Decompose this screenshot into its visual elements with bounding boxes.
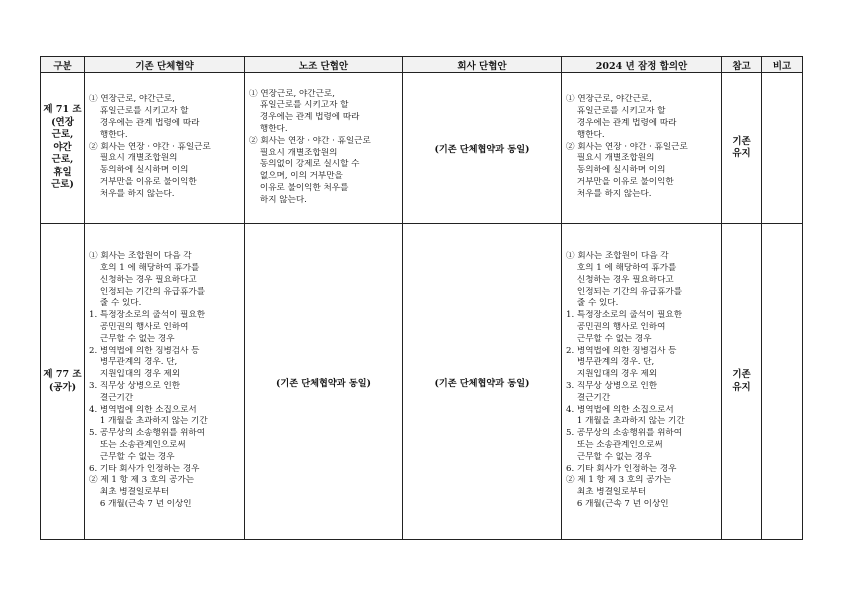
clause-line: 6 개월(근속 7 년 이상인 bbox=[89, 498, 192, 509]
clause-line: ② 회사는 연장 · 야간 · 휴일근로 bbox=[249, 135, 371, 146]
clause-line: ② 회사는 연장 · 야간 · 휴일근로 bbox=[89, 141, 211, 152]
clause-line: ① 회사는 조합원이 다음 각 bbox=[566, 251, 669, 262]
clause-line: 1 개월을 초과하지 않는 기간 bbox=[89, 416, 208, 427]
clause-line: 경우에는 관계 법령에 따라 bbox=[249, 112, 360, 123]
clause-line: 필요시 개별조합원의 bbox=[566, 153, 655, 164]
clause-text bbox=[85, 250, 244, 513]
clause-line: ① 연장근로, 야간근로, bbox=[249, 88, 335, 99]
clause-line: 필요시 개별조합원의 bbox=[89, 153, 178, 164]
clause-line: 4. 병역법에 의한 소집으로서 bbox=[566, 404, 674, 415]
clause-line: 필요시 개별조합원의 bbox=[249, 147, 338, 158]
clause-line: ① 회사는 조합원이 다음 각 bbox=[89, 251, 192, 262]
existing-agreement-cell bbox=[85, 224, 245, 540]
clause-line: 병무관계의 경우. 단, bbox=[89, 357, 178, 368]
company-proposal-cell bbox=[403, 224, 562, 540]
table-row bbox=[41, 73, 803, 224]
clause-line: 병무관계의 경우. 단, bbox=[566, 357, 655, 368]
table-row bbox=[41, 224, 803, 540]
clause-line: 경우에는 관계 법령에 따라 bbox=[566, 118, 677, 128]
agreement-comparison-table bbox=[40, 56, 803, 540]
reference-line: 기존 bbox=[732, 369, 751, 380]
reference-line: 유지 bbox=[732, 148, 751, 159]
clause-line: 3. 직무상 상병으로 인한 bbox=[89, 381, 181, 391]
clause-line: 공민권의 행사로 인하여 bbox=[566, 322, 666, 333]
clause-line: 지원입대의 경우 제외 bbox=[566, 369, 658, 380]
clause-line: ② 제 1 항 제 3 호의 공가는 bbox=[566, 475, 672, 486]
reference-line: 유지 bbox=[732, 381, 751, 393]
clause-line: 6 개월(근속 7 년 이상인 bbox=[566, 498, 669, 509]
clause-line: 휴일근로를 시키고자 할 bbox=[566, 106, 666, 117]
article-cell bbox=[41, 224, 85, 540]
same-as-existing-text: (기존 단체협약과 동일) bbox=[434, 144, 530, 155]
clause-line: 인정되는 기간의 유급휴가를 bbox=[566, 286, 683, 297]
clause-line: 행한다. bbox=[566, 129, 605, 140]
clause-line: 동의없이 강제로 실시할 수 bbox=[249, 159, 360, 170]
clause-line: 호의 1 에 해당하여 휴가를 bbox=[566, 263, 677, 274]
clause-line: 처우를 하지 않는다. bbox=[566, 188, 652, 199]
clause-line: 신청하는 경우 필요하다고 bbox=[89, 274, 197, 285]
clause-line: 근무할 수 없는 경우 bbox=[566, 451, 652, 462]
clause-line: 1 개월을 초과하지 않는 기간 bbox=[566, 416, 685, 427]
clause-line: ① 연장근로, 야간근로, bbox=[566, 94, 652, 105]
article-label-line: 휴일 bbox=[53, 166, 72, 178]
clause-line: 근무할 수 없는 경우 bbox=[89, 451, 175, 462]
clause-line: 6. 기타 회사가 인정하는 경우 bbox=[89, 463, 200, 474]
clause-line: 신청하는 경우 필요하다고 bbox=[566, 274, 674, 285]
clause-line: ② 회사는 연장 · 야간 · 휴일근로 bbox=[566, 141, 688, 152]
reference-line: 기존 bbox=[732, 135, 751, 147]
article-label-line: 근로, bbox=[51, 129, 74, 141]
remarks-cell bbox=[762, 73, 803, 224]
clause-line: 휴일근로를 시키고자 할 bbox=[89, 106, 189, 117]
clause-line: 1. 특정장소로의 출석이 필요한 bbox=[89, 310, 206, 321]
header-union-proposal: 노조 단협안 bbox=[245, 57, 403, 73]
clause-line: 2. 병역법에 의한 징병검사 등 bbox=[89, 345, 200, 356]
clause-line: 행한다. bbox=[89, 129, 128, 140]
clause-line: 줄 수 있다. bbox=[566, 298, 619, 309]
clause-text bbox=[562, 93, 721, 202]
clause-line: 또는 소송관계인으로써 bbox=[566, 439, 663, 450]
clause-line: 줄 수 있다. bbox=[89, 298, 142, 309]
clause-line: 동의하에 실시하며 이의 bbox=[566, 165, 666, 176]
clause-line: 지원입대의 경우 제외 bbox=[89, 369, 181, 380]
article-label-line: 제 77 조 bbox=[43, 369, 82, 380]
clause-line: ② 제 1 항 제 3 호의 공가는 bbox=[89, 475, 195, 486]
remarks-cell bbox=[762, 224, 803, 540]
clause-line: 공민권의 행사로 인하여 bbox=[89, 322, 189, 333]
clause-line: 5. 공무상의 소송행위를 위하여 bbox=[89, 428, 206, 439]
article-label-line: 근로) bbox=[51, 179, 74, 191]
clause-line: 거부만을 이유로 불이익한 bbox=[89, 176, 197, 187]
header-row bbox=[41, 57, 803, 73]
clause-line: 이유로 불이익한 처우를 bbox=[249, 182, 349, 193]
article-label-line: 야간 bbox=[53, 141, 72, 153]
clause-text bbox=[245, 88, 402, 209]
union-proposal-cell bbox=[245, 73, 403, 224]
clause-text bbox=[562, 250, 721, 513]
existing-agreement-cell bbox=[85, 73, 245, 224]
clause-line: 휴일근로를 시키고자 할 bbox=[249, 100, 349, 111]
reference-cell bbox=[722, 224, 762, 540]
header-reference: 참고 bbox=[722, 57, 762, 73]
article-label-line: (공가) bbox=[48, 381, 77, 393]
clause-text bbox=[85, 93, 244, 202]
clause-line: 6. 기타 회사가 인정하는 경우 bbox=[566, 463, 677, 474]
reference-cell bbox=[722, 73, 762, 224]
clause-line: 하지 않는다. bbox=[249, 194, 307, 205]
clause-line: 호의 1 에 해당하여 휴가를 bbox=[89, 263, 200, 274]
header-existing-agreement: 기존 단체협약 bbox=[85, 57, 245, 73]
clause-line: 결근기간 bbox=[566, 392, 611, 403]
article-label-line: (연장 bbox=[51, 116, 74, 128]
clause-line: 행한다. bbox=[249, 123, 288, 134]
header-category: 구분 bbox=[41, 57, 85, 73]
clause-line: 5. 공무상의 소송행위를 위하여 bbox=[566, 428, 683, 439]
tentative-agreement-cell bbox=[562, 224, 722, 540]
clause-line: 최초 병결일로부터 bbox=[566, 487, 647, 498]
article-cell bbox=[41, 73, 85, 224]
tentative-agreement-cell bbox=[562, 73, 722, 224]
clause-line: 없으며, 이의 거부만을 bbox=[249, 171, 343, 182]
clause-line: 근무할 수 없는 경우 bbox=[89, 333, 175, 344]
article-label-line: 제 71 조 bbox=[43, 104, 82, 116]
header-company-proposal: 회사 단협안 bbox=[403, 57, 562, 73]
same-as-existing-text: (기존 단체협약과 동일) bbox=[276, 377, 371, 389]
clause-line: 4. 병역법에 의한 소집으로서 bbox=[89, 404, 197, 415]
clause-line: 인정되는 기간의 유급휴가를 bbox=[89, 286, 206, 297]
article-label-line: 근로, bbox=[51, 154, 74, 166]
clause-line: 최초 병결일로부터 bbox=[89, 487, 170, 498]
clause-line: 동의하에 실시하며 이의 bbox=[89, 165, 189, 176]
clause-line: 또는 소송관계인으로써 bbox=[89, 439, 186, 450]
clause-line: ① 연장근로, 야간근로, bbox=[89, 94, 175, 105]
clause-line: 3. 직무상 상병으로 인한 bbox=[566, 381, 658, 391]
clause-line: 1. 특정장소로의 출석이 필요한 bbox=[566, 310, 683, 321]
same-as-existing-text: (기존 단체협약과 동일) bbox=[434, 377, 530, 389]
clause-line: 거부만을 이유로 불이익한 bbox=[566, 176, 674, 187]
union-proposal-cell bbox=[245, 224, 403, 540]
clause-line: 2. 병역법에 의한 징병검사 등 bbox=[566, 345, 677, 356]
clause-line: 경우에는 관계 법령에 따라 bbox=[89, 118, 200, 128]
company-proposal-cell bbox=[403, 73, 562, 224]
header-remarks: 비고 bbox=[762, 57, 803, 73]
clause-line: 결근기간 bbox=[89, 392, 134, 403]
clause-line: 처우를 하지 않는다. bbox=[89, 188, 175, 199]
header-tentative-agreement: 2024 년 잠정 합의안 bbox=[562, 57, 722, 73]
clause-line: 근무할 수 없는 경우 bbox=[566, 333, 652, 344]
